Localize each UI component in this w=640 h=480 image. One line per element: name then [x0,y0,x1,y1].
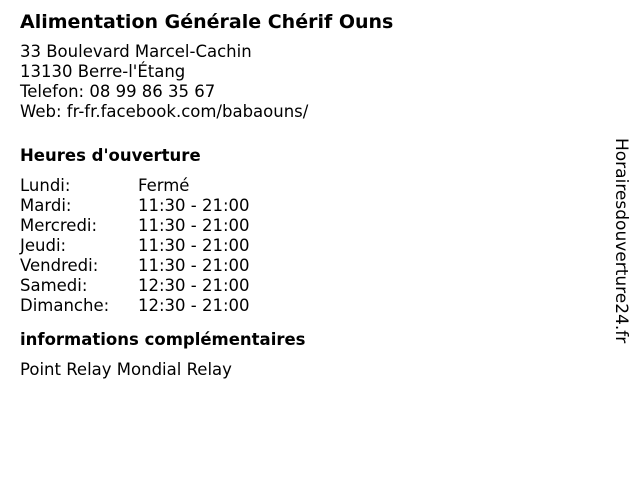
additional-info-title: informations complémentaires [20,330,306,349]
business-name: Alimentation Générale Chérif Ouns [20,11,394,33]
day-label: Dimanche: [20,296,110,315]
day-label: Vendredi: [20,256,99,275]
hours-row [20,236,580,256]
website-line: Web: fr-fr.facebook.com/babaouns/ [20,102,309,121]
day-label: Lundi: [20,176,71,195]
hours-row [20,196,580,216]
hours-value: 11:30 - 21:00 [138,196,250,215]
hours-row [20,176,580,196]
hours-row [20,276,580,296]
day-label: Mardi: [20,196,72,215]
hours-value: 12:30 - 21:00 [138,296,250,315]
hours-row [20,296,580,316]
hours-value: 11:30 - 21:00 [138,256,250,275]
hours-value: Fermé [138,176,190,195]
hours-value: 12:30 - 21:00 [138,276,250,295]
business-card [20,8,580,380]
opening-hours-table [20,176,580,316]
address-line-2: 13130 Berre-l'Étang [20,62,186,81]
hours-row [20,216,580,236]
day-label: Mercredi: [20,216,98,235]
site-watermark: Horairesdouverture24.fr [611,138,631,344]
day-label: Samedi: [20,276,88,295]
hours-value: 11:30 - 21:00 [138,236,250,255]
hours-row [20,256,580,276]
hours-value: 11:30 - 21:00 [138,216,250,235]
phone-line: Telefon: 08 99 86 35 67 [20,82,216,101]
address-line-1: 33 Boulevard Marcel-Cachin [20,42,252,61]
opening-hours-title: Heures d'ouverture [20,146,201,165]
additional-info-text: Point Relay Mondial Relay [20,360,232,379]
day-label: Jeudi: [20,236,67,255]
